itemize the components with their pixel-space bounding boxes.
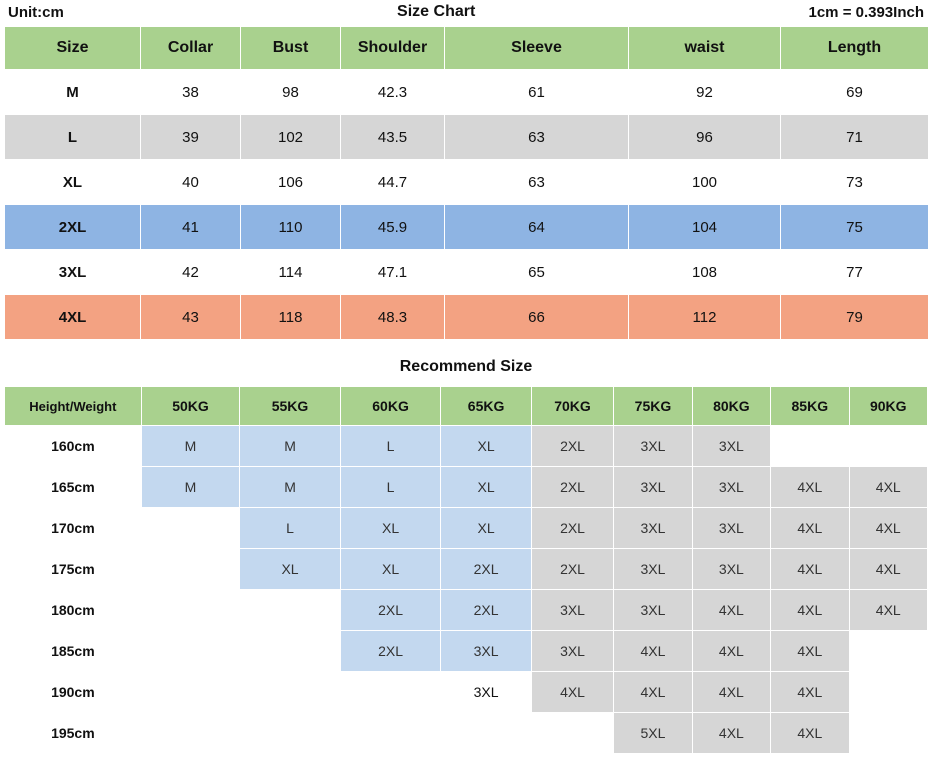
size-cell: 4XL xyxy=(771,590,849,631)
size-cell: 2XL xyxy=(5,205,141,250)
recommend-col-2: 55KG xyxy=(240,387,341,426)
size-cell: 3XL xyxy=(692,549,770,590)
size-cell: 3XL xyxy=(692,508,770,549)
size-cell: 3XL xyxy=(531,590,613,631)
value-cell: 63 xyxy=(445,160,629,205)
value-cell: 118 xyxy=(241,295,341,340)
table-row xyxy=(5,250,929,295)
size-cell xyxy=(141,631,240,672)
value-cell: 63 xyxy=(445,115,629,160)
value-cell: 42.3 xyxy=(341,70,445,115)
unit-label: Unit:cm xyxy=(8,3,64,21)
height-cell: 190cm xyxy=(5,672,142,713)
size-chart-table xyxy=(4,26,929,340)
size-cell xyxy=(849,672,927,713)
size-cell: 4XL xyxy=(771,467,849,508)
size-cell xyxy=(849,426,927,467)
table-row xyxy=(5,160,929,205)
size-cell: XL xyxy=(240,549,341,590)
size-cell: M xyxy=(141,426,240,467)
size-cell: XL xyxy=(5,160,141,205)
size-chart-col-0: Size xyxy=(5,27,141,70)
size-cell: L xyxy=(340,426,441,467)
value-cell: 106 xyxy=(241,160,341,205)
size-cell: 4XL xyxy=(849,508,927,549)
size-cell: 4XL xyxy=(5,295,141,340)
recommend-col-4: 65KG xyxy=(441,387,531,426)
table-row xyxy=(5,631,928,672)
size-cell xyxy=(771,426,849,467)
size-cell xyxy=(240,713,341,754)
value-cell: 108 xyxy=(629,250,781,295)
value-cell: 71 xyxy=(781,115,929,160)
recommend-col-0: Height/Weight xyxy=(5,387,142,426)
size-cell: 3XL xyxy=(614,549,692,590)
table-row xyxy=(5,426,928,467)
recommend-col-3: 60KG xyxy=(340,387,441,426)
size-cell: L xyxy=(5,115,141,160)
size-cell: 2XL xyxy=(441,590,531,631)
value-cell: 112 xyxy=(629,295,781,340)
value-cell: 69 xyxy=(781,70,929,115)
value-cell: 75 xyxy=(781,205,929,250)
value-cell: 66 xyxy=(445,295,629,340)
size-cell: M xyxy=(5,70,141,115)
table-row xyxy=(5,549,928,590)
size-cell: XL xyxy=(441,426,531,467)
value-cell: 45.9 xyxy=(341,205,445,250)
size-cell: 2XL xyxy=(531,508,613,549)
value-cell: 65 xyxy=(445,250,629,295)
size-cell xyxy=(141,672,240,713)
recommend-col-7: 80KG xyxy=(692,387,770,426)
size-cell: 2XL xyxy=(441,549,531,590)
value-cell: 47.1 xyxy=(341,250,445,295)
size-cell: 2XL xyxy=(531,467,613,508)
value-cell: 64 xyxy=(445,205,629,250)
size-cell: 3XL xyxy=(5,250,141,295)
size-chart-col-3: Shoulder xyxy=(341,27,445,70)
size-cell xyxy=(141,508,240,549)
size-cell: 3XL xyxy=(614,508,692,549)
size-cell: 4XL xyxy=(849,467,927,508)
size-cell: XL xyxy=(441,467,531,508)
size-cell xyxy=(531,713,613,754)
size-chart-col-4: Sleeve xyxy=(445,27,629,70)
height-cell: 160cm xyxy=(5,426,142,467)
table-row xyxy=(5,713,928,754)
value-cell: 43 xyxy=(141,295,241,340)
size-cell: L xyxy=(240,508,341,549)
value-cell: 40 xyxy=(141,160,241,205)
value-cell: 42 xyxy=(141,250,241,295)
table-row xyxy=(5,205,929,250)
value-cell: 102 xyxy=(241,115,341,160)
value-cell: 39 xyxy=(141,115,241,160)
value-cell: 61 xyxy=(445,70,629,115)
top-bar xyxy=(0,0,932,26)
value-cell: 110 xyxy=(241,205,341,250)
table-row xyxy=(5,672,928,713)
size-cell xyxy=(141,590,240,631)
size-chart-col-6: Length xyxy=(781,27,929,70)
size-cell: 4XL xyxy=(614,631,692,672)
height-cell: 170cm xyxy=(5,508,142,549)
size-cell: 3XL xyxy=(441,672,531,713)
value-cell: 79 xyxy=(781,295,929,340)
size-cell: M xyxy=(141,467,240,508)
size-cell: 4XL xyxy=(849,549,927,590)
size-cell: XL xyxy=(441,508,531,549)
recommend-size-title: Recommend Size xyxy=(399,358,533,375)
height-cell: 180cm xyxy=(5,590,142,631)
size-cell: 2XL xyxy=(531,426,613,467)
value-cell: 48.3 xyxy=(341,295,445,340)
size-cell: 3XL xyxy=(441,631,531,672)
recommend-size-table xyxy=(4,386,928,754)
table-row xyxy=(5,590,928,631)
size-cell: 2XL xyxy=(340,590,441,631)
size-cell: 2XL xyxy=(531,549,613,590)
value-cell: 77 xyxy=(781,250,929,295)
size-cell: 3XL xyxy=(692,426,770,467)
size-cell xyxy=(141,549,240,590)
height-cell: 185cm xyxy=(5,631,142,672)
table-row xyxy=(5,508,928,549)
size-cell xyxy=(240,672,341,713)
value-cell: 98 xyxy=(241,70,341,115)
size-cell: 3XL xyxy=(614,426,692,467)
size-cell: 4XL xyxy=(771,672,849,713)
value-cell: 92 xyxy=(629,70,781,115)
conversion-label: 1cm = 0.393Inch xyxy=(808,3,924,21)
size-cell xyxy=(240,590,341,631)
value-cell: 38 xyxy=(141,70,241,115)
value-cell: 44.7 xyxy=(341,160,445,205)
size-cell: 4XL xyxy=(692,713,770,754)
recommend-header-row xyxy=(5,387,928,426)
table-row xyxy=(5,115,929,160)
value-cell: 96 xyxy=(629,115,781,160)
height-cell: 175cm xyxy=(5,549,142,590)
size-cell: L xyxy=(340,467,441,508)
size-cell: 3XL xyxy=(531,631,613,672)
value-cell: 114 xyxy=(241,250,341,295)
size-cell xyxy=(441,713,531,754)
size-chart-col-5: waist xyxy=(629,27,781,70)
value-cell: 43.5 xyxy=(341,115,445,160)
value-cell: 100 xyxy=(629,160,781,205)
size-cell: 3XL xyxy=(614,590,692,631)
size-cell xyxy=(340,672,441,713)
size-cell: XL xyxy=(340,549,441,590)
size-cell: M xyxy=(240,467,341,508)
size-cell: M xyxy=(240,426,341,467)
value-cell: 73 xyxy=(781,160,929,205)
size-cell: 3XL xyxy=(692,467,770,508)
size-cell: 4XL xyxy=(849,590,927,631)
size-cell: 4XL xyxy=(771,549,849,590)
value-cell: 41 xyxy=(141,205,241,250)
size-cell: XL xyxy=(340,508,441,549)
size-cell: 4XL xyxy=(692,631,770,672)
size-cell: 4XL xyxy=(531,672,613,713)
size-cell: 4XL xyxy=(614,672,692,713)
size-cell: 4XL xyxy=(692,672,770,713)
table-row xyxy=(5,467,928,508)
size-chart-col-1: Collar xyxy=(141,27,241,70)
page-title: Size Chart xyxy=(397,3,476,20)
table-row xyxy=(5,70,929,115)
recommend-col-8: 85KG xyxy=(771,387,849,426)
size-chart-header-row xyxy=(5,27,929,70)
recommend-col-1: 50KG xyxy=(141,387,240,426)
size-cell xyxy=(340,713,441,754)
size-cell: 3XL xyxy=(614,467,692,508)
height-cell: 165cm xyxy=(5,467,142,508)
size-cell xyxy=(240,631,341,672)
height-cell: 195cm xyxy=(5,713,142,754)
size-cell xyxy=(141,713,240,754)
size-cell: 5XL xyxy=(614,713,692,754)
size-cell xyxy=(849,713,927,754)
size-cell: 4XL xyxy=(692,590,770,631)
size-cell: 4XL xyxy=(771,713,849,754)
recommend-col-6: 75KG xyxy=(614,387,692,426)
recommend-col-9: 90KG xyxy=(849,387,927,426)
size-cell: 2XL xyxy=(340,631,441,672)
size-chart-col-2: Bust xyxy=(241,27,341,70)
size-cell xyxy=(849,631,927,672)
value-cell: 104 xyxy=(629,205,781,250)
recommend-col-5: 70KG xyxy=(531,387,613,426)
size-cell: 4XL xyxy=(771,631,849,672)
size-cell: 4XL xyxy=(771,508,849,549)
table-row xyxy=(5,295,929,340)
